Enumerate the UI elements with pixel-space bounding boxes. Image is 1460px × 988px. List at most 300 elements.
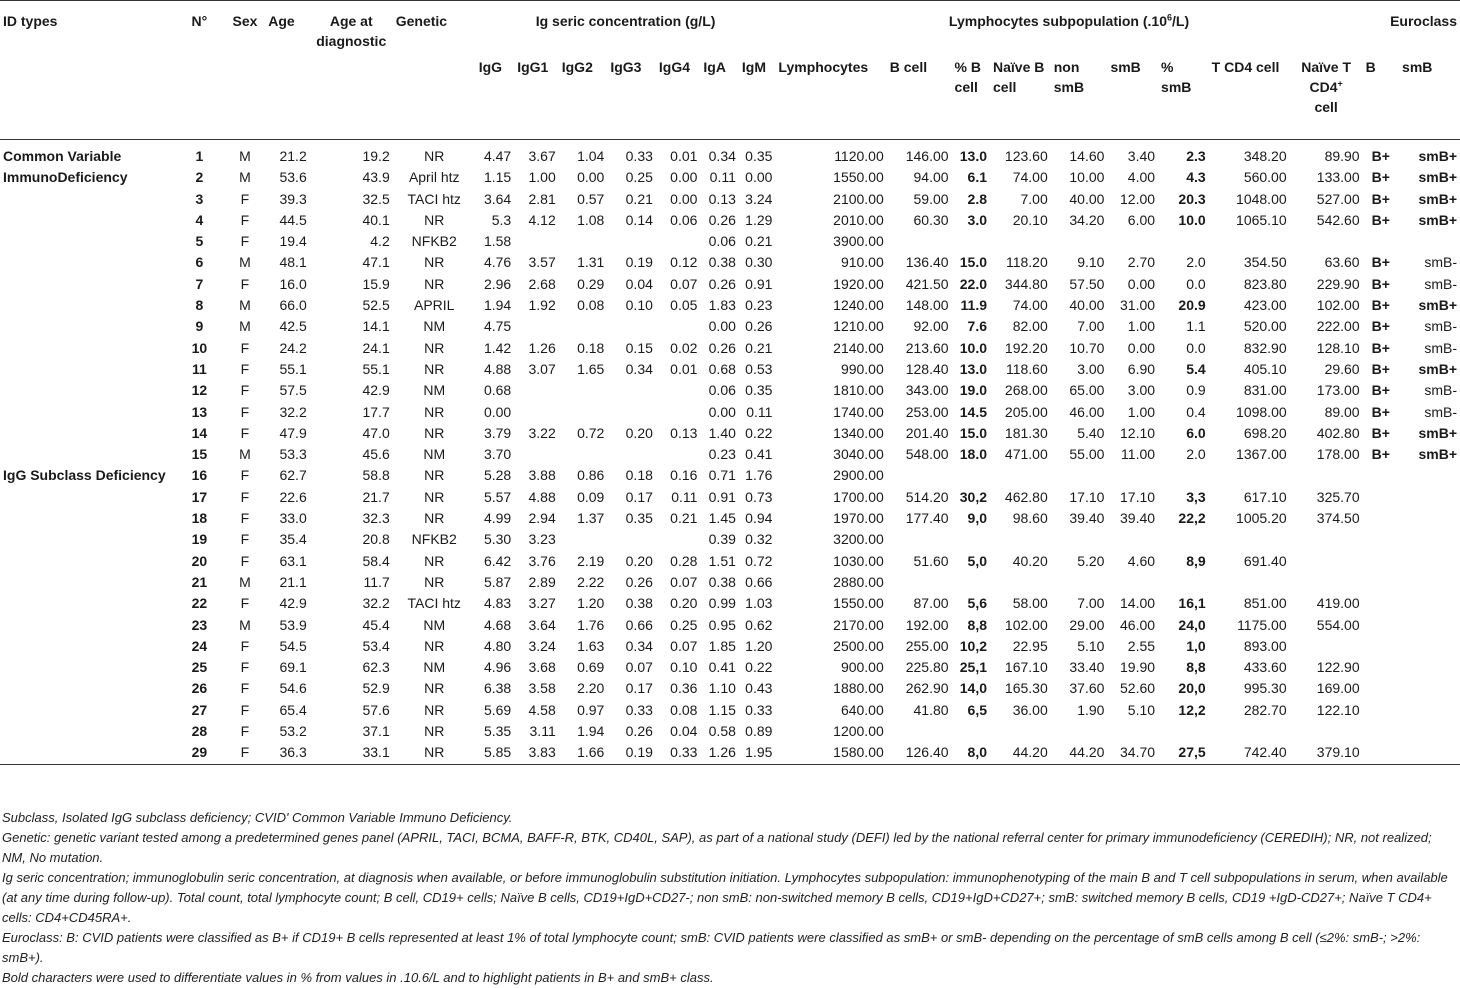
- cell-sex: M: [239, 254, 251, 271]
- cell-naive-t-cd4: [1290, 529, 1363, 550]
- cell-sex: F: [240, 488, 250, 505]
- cell-igg1: 3.67: [528, 148, 556, 164]
- cell-euro-smb: [1399, 551, 1460, 572]
- cell-iga: 0.23: [708, 446, 736, 463]
- cell-pct-smb: 20.3: [1178, 190, 1206, 207]
- cell-sex: F: [240, 510, 250, 527]
- cell-igg3: 0.66: [625, 616, 653, 633]
- cell-t-cd4-cell: 405.10: [1243, 360, 1287, 377]
- cell-igg1: 3.57: [528, 254, 556, 271]
- cell-b-cell: 177.40: [905, 510, 949, 527]
- col-pct-smb: % smB: [1161, 59, 1192, 95]
- cell-igg4: 0.11: [671, 488, 698, 505]
- cell-naive-b-cell: 118.20: [1005, 254, 1048, 271]
- cell-t-cd4-cell: 823.80: [1243, 275, 1287, 292]
- cell-igg2: [559, 231, 608, 252]
- cell-smb: [1107, 231, 1158, 252]
- cell-euro-b: [1363, 551, 1399, 572]
- cell-igg3: 0.04: [625, 275, 653, 292]
- cell-igg2: 1.76: [577, 616, 605, 633]
- cell-t-cd4-cell: [1209, 572, 1290, 593]
- cell-lymphocytes: 3200.00: [833, 531, 884, 548]
- cell-igm: 0.32: [745, 531, 773, 548]
- cell-igg1: 3.23: [528, 531, 556, 548]
- cell-lymphocytes: 1970.00: [833, 510, 884, 527]
- cell-igm: 1.95: [745, 744, 773, 761]
- cell-genetic: NR: [424, 552, 445, 569]
- cell-smb: 6.90: [1127, 360, 1156, 377]
- cell-lymphocytes: 1340.00: [833, 424, 884, 441]
- cell-genetic: NR: [424, 148, 445, 164]
- cell-smb: 2.70: [1127, 254, 1156, 271]
- cell-pct-smb: 16,1: [1178, 595, 1206, 612]
- cell-naive-b-cell: 118.60: [1005, 360, 1048, 377]
- cell-igg: 5.30: [483, 531, 512, 548]
- cell-naive-t-cd4: 173.00: [1316, 382, 1360, 399]
- cell-lymphocytes: 1120.00: [834, 148, 884, 164]
- cell-sex: F: [240, 595, 250, 612]
- cell-iga: 0.26: [708, 339, 736, 356]
- cell-n: 12: [191, 382, 208, 399]
- cell-naive-t-cd4: [1290, 465, 1363, 486]
- cell-age: 55.1: [279, 360, 307, 377]
- cell-t-cd4-cell: 1048.00: [1236, 190, 1287, 207]
- cell-genetic: NR: [424, 488, 445, 505]
- cell-age: 24.2: [279, 339, 307, 356]
- cell-naive-b-cell: [990, 465, 1051, 486]
- cell-iga: 0.11: [709, 169, 736, 186]
- cell-euro-smb: [1399, 529, 1460, 550]
- cell-non-smb: [1051, 231, 1108, 252]
- cell-igg2: 0.00: [577, 169, 605, 186]
- cell-genetic: NR: [424, 467, 445, 484]
- cell-genetic: NR: [424, 680, 445, 697]
- cell-sex: F: [240, 531, 250, 548]
- cell-age: 47.9: [279, 424, 307, 441]
- cell-age: 16.0: [279, 275, 307, 292]
- cell-igg4: 0.00: [670, 190, 698, 207]
- cell-igg: 4.80: [483, 637, 512, 654]
- cell-age-diagnostic: 21.7: [362, 488, 390, 505]
- cell-sex: F: [240, 701, 250, 718]
- cell-naive-t-cd4: 374.50: [1316, 510, 1360, 527]
- cell-igm: 0.21: [745, 233, 773, 250]
- cell-iga: 1.40: [708, 424, 736, 441]
- cell-age: 62.7: [279, 467, 307, 484]
- cell-naive-b-cell: 167.10: [1004, 659, 1048, 676]
- cell-iga: 1.10: [708, 680, 736, 697]
- cell-smb: 4.00: [1127, 169, 1156, 186]
- cell-euro-b: [1363, 700, 1399, 721]
- footnote: Ig seric concentration; immunoglobulin seric concentration, at diagnosis when available, or before immunoglobulin substitution initiation. Lymphocytes subpopulation: immunophenotyping of the main B and T cell subpopulations in serum, when available (at any time during follow-up). Total count, total lymphocyte count; B cell, CD19+ cells; Naïve B cells, CD19+IgD+CD27-; non smB: non-switched memory B cells, CD19+IgD+CD27+; smB: switched memory B cells, CD19 +IgD-CD27+; Naïve T CD4+ cells: CD4+CD45RA+.: [2, 870, 1448, 925]
- cell-pct-b-cell: 5,6: [967, 595, 988, 612]
- cell-smb: 4.60: [1127, 552, 1156, 569]
- cell-lymphocytes: 1030.00: [833, 552, 884, 569]
- cell-euro-b: [1363, 636, 1399, 657]
- cell-euro-b: [1363, 657, 1399, 678]
- table-row: [0, 529, 1460, 550]
- cell-smb: [1107, 721, 1158, 742]
- cell-genetic: NR: [424, 637, 445, 654]
- group-label-empty: [0, 657, 174, 678]
- cell-igg2: 1.31: [577, 254, 605, 271]
- cell-age: 19.4: [279, 233, 307, 250]
- cell-naive-b-cell: 344.80: [1004, 275, 1048, 292]
- cell-igg2: 2.19: [577, 552, 605, 569]
- cell-igg4: [656, 380, 701, 401]
- cell-genetic: NR: [424, 339, 445, 356]
- cell-iga: 0.58: [708, 723, 736, 740]
- cell-igm: 0.41: [745, 446, 773, 463]
- cell-lymphocytes: 1740.00: [833, 403, 884, 420]
- cell-sex: F: [240, 659, 250, 676]
- cell-n: 29: [191, 744, 208, 761]
- header-genetic: Genetic: [395, 13, 448, 29]
- table-row: [0, 359, 1460, 380]
- cell-naive-b-cell: 44.20: [1012, 744, 1048, 761]
- cell-iga: 0.41: [708, 659, 736, 676]
- cell-b-cell: 136.40: [905, 254, 949, 271]
- cell-naive-t-cd4: 63.60: [1324, 254, 1360, 271]
- cell-igm: 1.76: [745, 467, 773, 484]
- cell-igg2: [559, 444, 608, 465]
- cell-n: 4: [195, 211, 204, 228]
- cell-age: 21.2: [279, 148, 307, 164]
- cell-igg3: 0.19: [625, 254, 653, 271]
- cell-igg4: [656, 316, 701, 337]
- cell-euro-b: [1363, 721, 1399, 742]
- cell-age-diagnostic: 19.2: [362, 148, 390, 164]
- cell-t-cd4-cell: 851.00: [1243, 595, 1287, 612]
- cell-euro-b: B+: [1371, 339, 1390, 356]
- group-label-empty: [0, 636, 174, 657]
- cell-non-smb: 10.70: [1069, 339, 1105, 356]
- cell-n: 15: [191, 446, 208, 463]
- cell-pct-b-cell: 9,0: [967, 510, 988, 527]
- cell-igg3: 0.07: [625, 659, 653, 676]
- cell-pct-b-cell: 10.0: [959, 339, 988, 356]
- cell-b-cell: 514.20: [905, 488, 949, 505]
- group-label-empty: [0, 615, 174, 636]
- cell-pct-b-cell: [952, 572, 990, 593]
- cell-n: 20: [191, 552, 208, 569]
- cell-igg1: [514, 231, 559, 252]
- cell-sex: F: [240, 723, 250, 740]
- cell-igg2: 1.04: [577, 148, 605, 164]
- cell-igg1: 2.81: [528, 190, 556, 207]
- cell-age-diagnostic: 52.5: [362, 297, 390, 314]
- cell-euro-smb: [1399, 572, 1460, 593]
- cell-pct-smb: 0.4: [1186, 403, 1206, 420]
- cell-smb: 17.10: [1120, 488, 1156, 505]
- cell-igg: 5.35: [483, 723, 512, 740]
- cell-lymphocytes: 1210.00: [833, 318, 884, 335]
- cell-genetic: NFKB2: [411, 233, 457, 250]
- cell-non-smb: 14.60: [1069, 148, 1105, 164]
- cell-iga: 1.85: [708, 637, 736, 654]
- cell-naive-t-cd4: 222.00: [1316, 318, 1360, 335]
- cell-igg3: 0.33: [625, 701, 653, 718]
- cell-n: 11: [192, 360, 207, 377]
- cell-igg: 1.58: [483, 233, 512, 250]
- cell-igg4: [656, 402, 701, 423]
- cell-age-diagnostic: 45.4: [362, 616, 390, 633]
- cell-igg4: 0.25: [670, 616, 698, 633]
- cell-pct-b-cell: 6.1: [967, 169, 988, 186]
- cell-pct-b-cell: 30,2: [959, 488, 988, 505]
- cell-non-smb: 37.60: [1069, 680, 1105, 697]
- cell-iga: 0.06: [708, 233, 736, 250]
- group-label-empty: [0, 338, 174, 359]
- cell-b-cell: 213.60: [905, 339, 949, 356]
- cell-sex: M: [239, 148, 251, 164]
- cell-t-cd4-cell: 832.90: [1243, 339, 1287, 356]
- cell-non-smb: 7.00: [1077, 318, 1105, 335]
- cell-igm: 0.21: [745, 339, 773, 356]
- cell-b-cell: [887, 465, 952, 486]
- cell-t-cd4-cell: 1005.20: [1236, 510, 1287, 527]
- cell-lymphocytes: 2900.00: [833, 467, 884, 484]
- cell-sex: M: [239, 573, 251, 590]
- cell-igg1: 3.83: [528, 744, 556, 761]
- cell-t-cd4-cell: 433.60: [1243, 659, 1287, 676]
- cell-naive-t-cd4: 379.10: [1316, 744, 1360, 761]
- cell-naive-b-cell: 205.00: [1004, 403, 1048, 420]
- cell-pct-b-cell: 3.0: [967, 211, 988, 228]
- cell-genetic: NR: [424, 211, 445, 228]
- cell-naive-t-cd4: 178.00: [1316, 446, 1360, 463]
- table-row: [0, 700, 1460, 721]
- cell-igg: 6.42: [483, 552, 512, 569]
- cell-igg3: 0.35: [625, 510, 653, 527]
- cell-b-cell: 60.30: [913, 211, 949, 228]
- col-naive-b-cell: Naïve B cell: [993, 59, 1045, 95]
- cell-igg3: 0.33: [625, 148, 653, 164]
- cell-t-cd4-cell: 831.00: [1243, 382, 1287, 399]
- cell-igg3: [607, 529, 656, 550]
- cell-smb: 1.00: [1127, 403, 1156, 420]
- cell-euro-b: B+: [1371, 318, 1390, 335]
- cell-sex: M: [239, 616, 251, 633]
- cell-euro-smb: [1399, 615, 1460, 636]
- cell-age: 42.9: [279, 595, 307, 612]
- cell-lymphocytes: 1550.00: [833, 169, 884, 186]
- cell-igg4: [656, 231, 701, 252]
- cell-igg2: 1.08: [577, 211, 605, 228]
- cell-pct-b-cell: 15.0: [959, 254, 988, 271]
- cell-age: 33.0: [279, 510, 307, 527]
- cell-age-diagnostic: 32.2: [362, 595, 390, 612]
- cell-pct-b-cell: 6,5: [967, 701, 988, 718]
- cell-pct-b-cell: [952, 465, 990, 486]
- cell-t-cd4-cell: 1367.00: [1236, 446, 1287, 463]
- cell-age-diagnostic: 55.1: [362, 360, 390, 377]
- cell-t-cd4-cell: [1209, 231, 1290, 252]
- cell-sex: F: [240, 467, 250, 484]
- cell-iga: 0.38: [708, 254, 736, 271]
- cell-lymphocytes: 1550.00: [833, 595, 884, 612]
- cell-b-cell: 192.00: [905, 616, 949, 633]
- cell-sex: F: [240, 233, 250, 250]
- cell-genetic: NM: [423, 318, 446, 335]
- cell-age-diagnostic: 37.1: [362, 723, 390, 740]
- cell-age-diagnostic: 57.6: [362, 701, 390, 718]
- cell-t-cd4-cell: 995.30: [1243, 680, 1287, 697]
- cell-b-cell: 128.40: [905, 360, 949, 377]
- cell-igg: 6.38: [483, 680, 512, 697]
- cell-igg: 1.42: [483, 339, 512, 356]
- cell-genetic: NR: [424, 360, 445, 377]
- cell-pct-b-cell: 7.6: [967, 318, 988, 335]
- cell-age-diagnostic: 11.7: [363, 573, 390, 590]
- cell-igg4: 0.21: [670, 510, 698, 527]
- cell-igg3: 0.21: [625, 190, 653, 207]
- cell-smb: 1.00: [1127, 318, 1156, 335]
- cell-age-diagnostic: 15.9: [362, 275, 390, 292]
- group-label-empty: [0, 210, 174, 231]
- cell-igg1: 3.11: [529, 723, 556, 740]
- cell-pct-smb: 8,9: [1186, 552, 1206, 569]
- cell-pct-smb: [1158, 529, 1209, 550]
- cell-igg3: [607, 316, 656, 337]
- cell-igm: 0.22: [745, 659, 773, 676]
- cell-euro-b: B+: [1371, 211, 1390, 228]
- cell-pct-smb: 10.0: [1178, 211, 1206, 228]
- cell-pct-smb: 2.0: [1186, 254, 1206, 271]
- cell-euro-smb: smB-: [1424, 254, 1457, 271]
- cell-igg1: 1.26: [528, 339, 556, 356]
- cell-igm: 0.35: [745, 148, 773, 164]
- cell-iga: 0.71: [708, 467, 736, 484]
- table-row: [0, 572, 1460, 593]
- cell-igg4: 0.07: [670, 637, 698, 654]
- cell-n: 14: [191, 424, 208, 441]
- cell-b-cell: 548.00: [905, 446, 949, 463]
- header-age-diagnostic: [310, 1, 393, 52]
- cell-pct-b-cell: [952, 721, 990, 742]
- cell-genetic: NR: [424, 510, 445, 527]
- cell-naive-b-cell: [990, 572, 1051, 593]
- cell-igg4: 0.01: [670, 360, 698, 377]
- cell-igg1: 4.12: [528, 211, 556, 228]
- cell-age: 66.0: [279, 297, 307, 314]
- cell-pct-b-cell: [952, 529, 990, 550]
- cell-b-cell: 51.60: [913, 552, 949, 569]
- cell-euro-smb: smB-: [1424, 275, 1457, 292]
- cell-igg3: 0.17: [625, 680, 653, 697]
- cell-non-smb: [1051, 572, 1108, 593]
- cell-n: 17: [191, 488, 208, 505]
- cell-iga: 1.15: [708, 701, 736, 718]
- cell-naive-t-cd4: [1290, 572, 1363, 593]
- group-label-cvid: Common Variable ImmunoDeficiency: [3, 148, 128, 186]
- cell-naive-b-cell: 74.00: [1012, 169, 1048, 186]
- cell-igg4: 0.10: [670, 659, 698, 676]
- cell-igm: 0.26: [745, 318, 773, 335]
- cell-igm: 0.66: [745, 573, 773, 590]
- cell-igg1: 3.07: [528, 360, 556, 377]
- cell-iga: 0.00: [708, 403, 736, 420]
- cell-igg4: 0.13: [670, 424, 698, 441]
- cell-euro-smb: smB-: [1424, 382, 1457, 399]
- cell-euro-b: B+: [1371, 169, 1390, 186]
- cell-smb: 5.10: [1127, 701, 1156, 718]
- cell-n: 13: [191, 403, 208, 420]
- cell-igg1: 3.88: [528, 467, 556, 484]
- cell-b-cell: 41.80: [913, 701, 949, 718]
- cell-non-smb: 55.00: [1069, 446, 1105, 463]
- cell-lymphocytes: 1580.00: [833, 744, 884, 761]
- cell-igg2: 1.20: [577, 595, 605, 612]
- group-label-empty: [0, 742, 174, 764]
- cell-lymphocytes: 1700.00: [833, 488, 884, 505]
- table-row: [0, 593, 1460, 614]
- cell-igg2: [559, 402, 608, 423]
- table-row: [0, 742, 1460, 764]
- cell-igg4: 0.02: [670, 339, 698, 356]
- table-row: [0, 465, 1460, 486]
- header-lymph-group-sup: 6: [1166, 12, 1172, 23]
- cell-igg: 4.68: [483, 616, 512, 633]
- cell-igm: 0.35: [745, 382, 773, 399]
- cell-b-cell: 343.00: [905, 382, 949, 399]
- cell-age: 53.6: [279, 169, 307, 186]
- table-row: [0, 274, 1460, 295]
- table-row: [0, 210, 1460, 231]
- cell-igg1: 3.76: [528, 552, 556, 569]
- cell-genetic: NR: [424, 254, 445, 271]
- cell-naive-t-cd4: 29.60: [1324, 360, 1360, 377]
- cell-igm: 1.03: [745, 595, 773, 612]
- group-label-empty: [0, 316, 174, 337]
- cell-sex: M: [239, 169, 251, 186]
- cell-igg3: 0.15: [625, 339, 653, 356]
- cell-pct-b-cell: 10,2: [959, 637, 988, 654]
- cell-igm: 0.22: [745, 424, 773, 441]
- cell-age-diagnostic: 17.7: [362, 403, 390, 420]
- cell-lymphocytes: 1200.00: [833, 723, 884, 740]
- cell-euro-smb: [1399, 742, 1460, 764]
- cell-n: 24: [191, 637, 208, 654]
- cell-age: 63.1: [279, 552, 307, 569]
- cell-iga: 0.39: [708, 531, 736, 548]
- cell-age-diagnostic: 32.3: [362, 510, 390, 527]
- cell-euro-smb: [1399, 593, 1460, 614]
- col-igm: IgM: [741, 59, 766, 75]
- cell-naive-t-cd4: [1290, 231, 1363, 252]
- cell-euro-b: [1363, 678, 1399, 699]
- cell-smb: 52.60: [1120, 680, 1156, 697]
- cell-igg1: 3.27: [528, 595, 556, 612]
- cell-genetic: NM: [423, 446, 446, 463]
- cell-pct-b-cell: 2.8: [967, 190, 988, 207]
- cell-age: 57.5: [279, 382, 307, 399]
- cell-igg4: 0.08: [670, 701, 698, 718]
- cell-igg2: 1.63: [577, 637, 605, 654]
- cell-igg4: [656, 444, 701, 465]
- cell-igm: 0.73: [745, 488, 773, 505]
- cell-sex: F: [240, 275, 250, 292]
- cell-n: 6: [195, 254, 204, 271]
- cell-pct-b-cell: 18.0: [959, 446, 988, 463]
- cell-smb: [1107, 529, 1158, 550]
- col-pct-b-cell: % B cell: [954, 59, 981, 95]
- table-row: [0, 380, 1460, 401]
- cell-n: 3: [195, 190, 204, 207]
- cell-naive-t-cd4: 128.10: [1316, 339, 1360, 356]
- cell-igg3: 0.34: [625, 637, 653, 654]
- table-body: [0, 140, 1460, 765]
